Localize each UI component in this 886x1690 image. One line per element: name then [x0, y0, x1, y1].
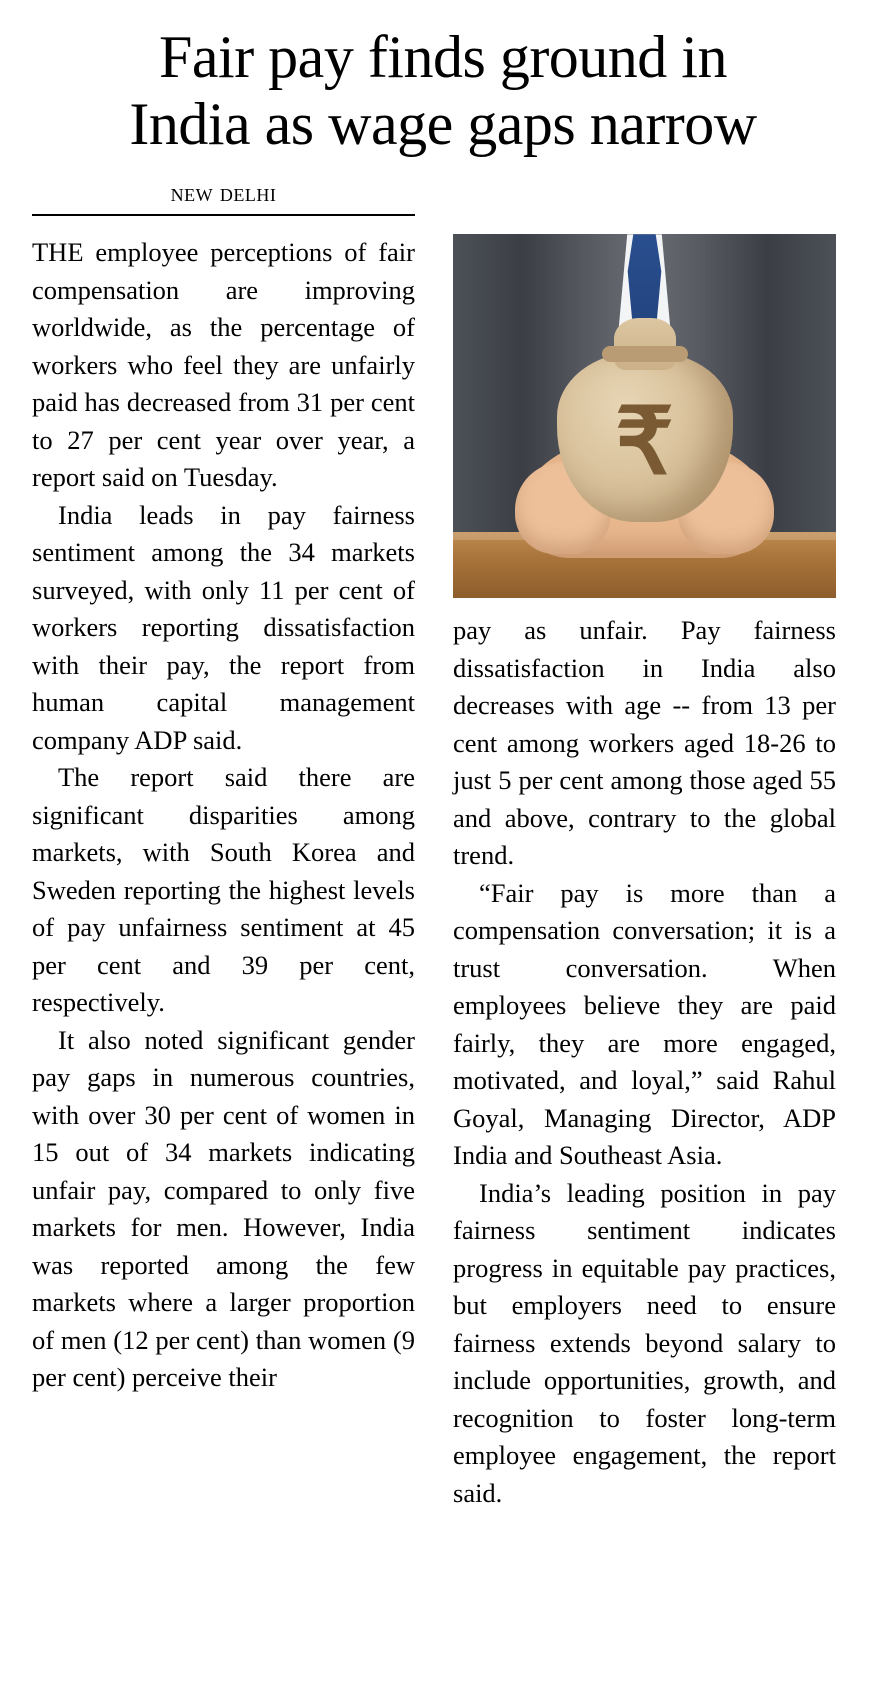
paragraph: “Fair pay is more than a compensation conversation; it is a trust conversation. When employees believe they are paid fairly, they are more engaged, motivated, and loyal,” said Rahul Goyal, Managing Director, ADP India and Southeast Asia.: [453, 877, 836, 1171]
article-photo: [453, 234, 836, 598]
article-columns: [32, 234, 854, 1512]
paragraph: pay as unfair. Pay fairness dissatisfaction in India also decreases with age -- from 13 per cent among workers aged 18-26 to just 5 per cent among those aged 55 and above, contrary to the global trend.: [453, 615, 836, 871]
rupee-icon: ₹: [615, 391, 674, 494]
paragraph: The report said there are significant disparities among markets, with South Korea and Sweden reporting the highest levels of pay unfairness sentiment at 45 per cent and 39 per cent, respectively.: [32, 762, 415, 1018]
dateline: new delhi: [170, 180, 277, 208]
paragraph: India leads in pay fairness sentiment among the 34 markets surveyed, with only 11 per cent of workers reporting dissatisfaction with their pay, the report from human capital management company ADP said.: [32, 499, 415, 755]
money-bag-neck: [614, 318, 676, 370]
money-bag: [557, 352, 733, 522]
dateline-block: [32, 180, 415, 216]
headline-line-2: India as wage gaps narrow: [129, 91, 757, 158]
paragraph: India’s leading position in pay fairness sentiment indicates progress in equitable pay practices, but employers need to ensure fairness extends beyond salary to include opportunities, growth, and recognition to foster long-term employee engagement, the report said.: [453, 1177, 836, 1508]
column-left: [32, 234, 415, 1512]
page-title: [32, 24, 854, 158]
headline-line-1: Fair pay finds ground in: [159, 24, 727, 90]
dateline-rule: [32, 214, 415, 216]
column-right: [453, 234, 836, 1512]
money-bag-tie: [602, 346, 688, 362]
paragraph: It also noted significant gender pay gaps in numerous countries, with over 30 per cent of women in 15 out of 34 markets indicating unfair pay, compared to only five markets for men. However, India was reported among the few markets where a larger proportion of men (12 per cent) than women (9 per cent) perceive their: [32, 1024, 415, 1393]
paragraph: THE employee perceptions of fair compensation are improving worldwide, as the percentage of workers who feel they are unfairly paid has decreased from 31 per cent to 27 per cent year over year, a report said on Tuesday.: [32, 237, 415, 493]
